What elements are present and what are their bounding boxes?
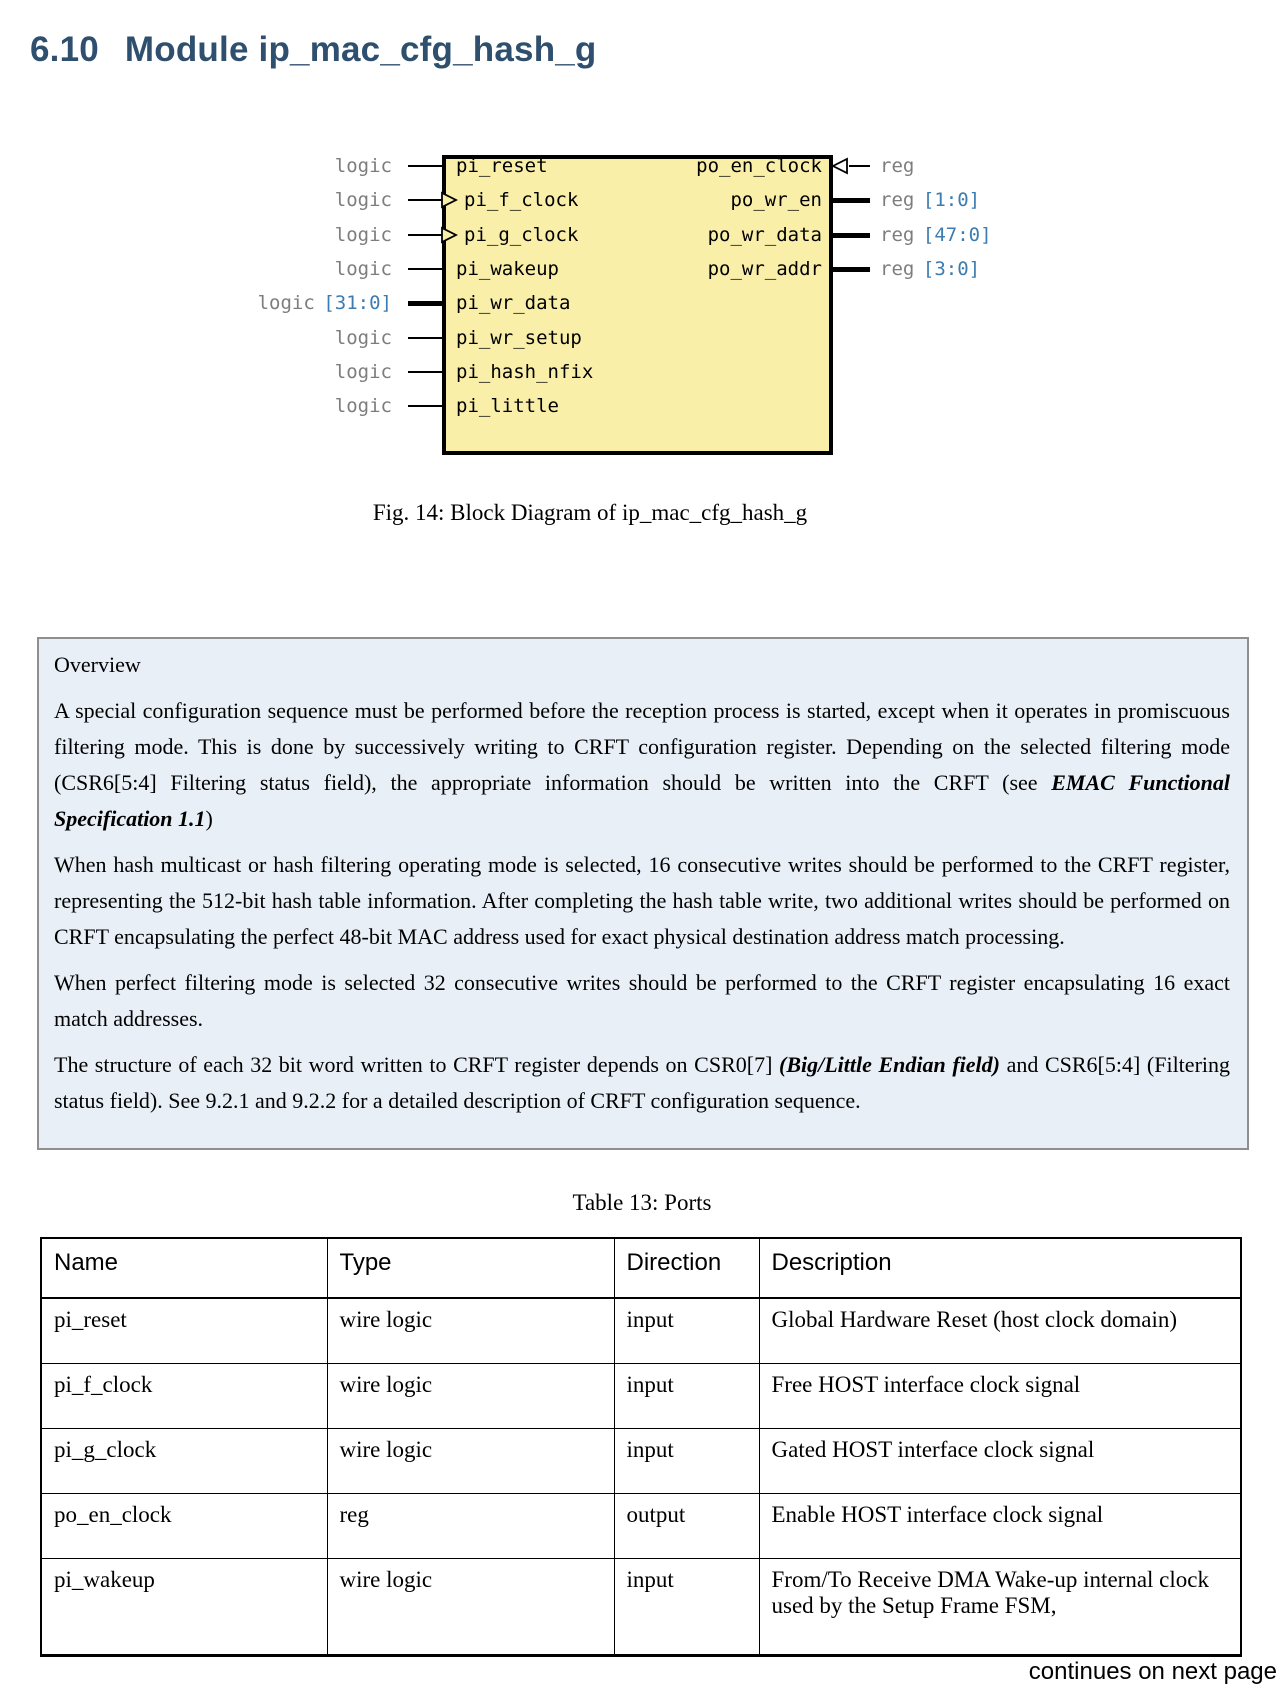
input-width-label — [120, 357, 392, 387]
text-segment: A special configuration sequence must be performed before the reception process is started, except when it operates in promiscuous filtering mode. This is done by successively writing to CRFT configuration register. Depending on the selected filtering mode (CSR6[5:4] Filtering status field), the appropriate information should be written into the CRFT (see — [54, 698, 1230, 795]
input-port-name: pi_wr_data — [456, 292, 571, 314]
input-wire — [408, 199, 442, 201]
input-port-name: pi_wr_setup — [456, 327, 582, 349]
text-segment: When perfect filtering mode is selected 32 consecutive writes should be performed to the CRFT register encapsulating 16 exact match addresses. — [54, 970, 1230, 1031]
output-width-label — [880, 185, 980, 215]
input-wire — [408, 405, 442, 407]
output-port-name: po_wr_addr — [707, 258, 822, 280]
output-wire — [833, 198, 870, 203]
input-width-label — [120, 323, 392, 353]
cell-name: pi_f_clock — [41, 1363, 327, 1428]
width-type-label: logic — [257, 292, 315, 314]
text-segment: EMAC Functional Specification 1.1 — [54, 770, 1230, 831]
table-row — [41, 1428, 1241, 1493]
arrow-marker-icon — [831, 157, 849, 175]
text-segment: When hash multicast or hash filtering operating mode is selected, 16 consecutive writes should be performed to the CRFT register, representing the 512-bit hash table information. After completing the hash table write, two additional writes should be performed on CRFT encapsulating the perfect 48-bit MAC address used for exact physical destination address match processing. — [54, 852, 1230, 949]
cell-description: From/To Receive DMA Wake-up internal clock used by the Setup Frame FSM, — [759, 1558, 1241, 1655]
input-wire — [408, 268, 442, 270]
overview-heading: Overview — [54, 652, 141, 677]
overview-paragraph — [54, 1047, 1230, 1119]
output-port-name: po_wr_en — [730, 189, 822, 211]
table-row — [41, 1363, 1241, 1428]
block-diagram — [0, 0, 1284, 560]
input-width-label — [120, 254, 392, 284]
overview-paragraph — [54, 847, 1230, 955]
overview-paragraph — [54, 693, 1230, 837]
bus-range-label: [31:0] — [323, 292, 392, 314]
width-type-label: logic — [334, 258, 392, 280]
width-type-label: reg — [880, 155, 915, 177]
width-type-label: reg — [880, 189, 915, 211]
input-port-name: pi_wakeup — [456, 258, 559, 280]
ports-table-body — [41, 1298, 1241, 1655]
input-wire — [408, 371, 442, 373]
width-type-label: logic — [334, 189, 392, 211]
ports-table-head — [41, 1238, 1241, 1298]
ports-table — [40, 1237, 1242, 1657]
table-caption: Table 13: Ports — [572, 1190, 712, 1215]
width-type-label: logic — [334, 327, 392, 349]
cell-type: wire logic — [327, 1298, 614, 1363]
input-port-name: pi_little — [456, 395, 559, 417]
overview-paragraph — [54, 965, 1230, 1037]
bus-range-label: [47:0] — [922, 224, 992, 246]
cell-direction: output — [614, 1493, 759, 1558]
text-segment: (Big/Little Endian field) — [779, 1052, 1000, 1077]
bus-range-label: [1:0] — [922, 189, 981, 211]
input-wire — [408, 337, 442, 339]
continues-note: continues on next page — [1028, 1658, 1277, 1685]
text-segment: ) — [205, 806, 213, 831]
cell-direction: input — [614, 1363, 759, 1428]
table-row — [41, 1298, 1241, 1363]
output-wire — [849, 165, 870, 167]
output-wire — [833, 233, 870, 238]
section-title: Module ip_mac_cfg_hash_g — [124, 30, 597, 69]
input-port-name: pi_reset — [456, 155, 548, 177]
input-wire — [408, 165, 442, 167]
width-type-label: reg — [880, 224, 915, 246]
input-port-name: pi_hash_nfix — [456, 361, 594, 383]
cell-name: po_en_clock — [41, 1493, 327, 1558]
clock-marker-icon — [441, 226, 459, 244]
output-wire — [833, 267, 870, 272]
width-type-label: logic — [334, 361, 392, 383]
width-type-label: logic — [334, 395, 392, 417]
cell-name: pi_reset — [41, 1298, 327, 1363]
width-type-label: reg — [880, 258, 915, 280]
column-header: Description — [759, 1238, 1241, 1298]
text-segment: and CSR6[5:4] (Filtering status field). See 9.2.1 and 9.2.2 for a detailed description of CRFT configuration sequence. — [54, 1052, 1231, 1113]
overview-panel — [37, 637, 1249, 1150]
input-wire — [408, 301, 442, 306]
table-row — [41, 1558, 1241, 1655]
column-header: Name — [41, 1238, 327, 1298]
width-type-label: logic — [334, 155, 392, 177]
output-port-name: po_wr_data — [707, 224, 822, 246]
width-type-label: logic — [334, 224, 392, 246]
input-width-label — [120, 288, 392, 318]
cell-type: wire logic — [327, 1428, 614, 1493]
input-port-name: pi_g_clock — [464, 224, 579, 246]
header-row — [41, 1238, 1241, 1298]
output-width-label — [880, 254, 980, 284]
cell-name: pi_wakeup — [41, 1558, 327, 1655]
figure-caption: Fig. 14: Block Diagram of ip_mac_cfg_hash_g — [372, 500, 808, 525]
table-row — [41, 1493, 1241, 1558]
cell-type: reg — [327, 1493, 614, 1558]
output-width-label — [880, 151, 914, 181]
cell-direction: input — [614, 1428, 759, 1493]
section-number: 6.10 — [30, 30, 99, 69]
cell-description: Free HOST interface clock signal — [759, 1363, 1241, 1428]
cell-name: pi_g_clock — [41, 1428, 327, 1493]
column-header: Direction — [614, 1238, 759, 1298]
cell-direction: input — [614, 1558, 759, 1655]
cell-description: Enable HOST interface clock signal — [759, 1493, 1241, 1558]
column-header: Type — [327, 1238, 614, 1298]
cell-description: Gated HOST interface clock signal — [759, 1428, 1241, 1493]
input-width-label — [120, 185, 392, 215]
input-wire — [408, 234, 442, 236]
cell-direction: input — [614, 1298, 759, 1363]
input-width-label — [120, 220, 392, 250]
output-width-label — [880, 220, 992, 250]
cell-type: wire logic — [327, 1363, 614, 1428]
bus-range-label: [3:0] — [922, 258, 981, 280]
input-width-label — [120, 151, 392, 181]
output-port-name: po_en_clock — [696, 155, 822, 177]
input-port-name: pi_f_clock — [464, 189, 579, 211]
input-width-label — [120, 391, 392, 421]
cell-description: Global Hardware Reset (host clock domain) — [759, 1298, 1241, 1363]
cell-type: wire logic — [327, 1558, 614, 1655]
text-segment: The structure of each 32 bit word written to CRFT register depends on CSR0[7] — [54, 1052, 779, 1077]
clock-marker-icon — [441, 191, 459, 209]
